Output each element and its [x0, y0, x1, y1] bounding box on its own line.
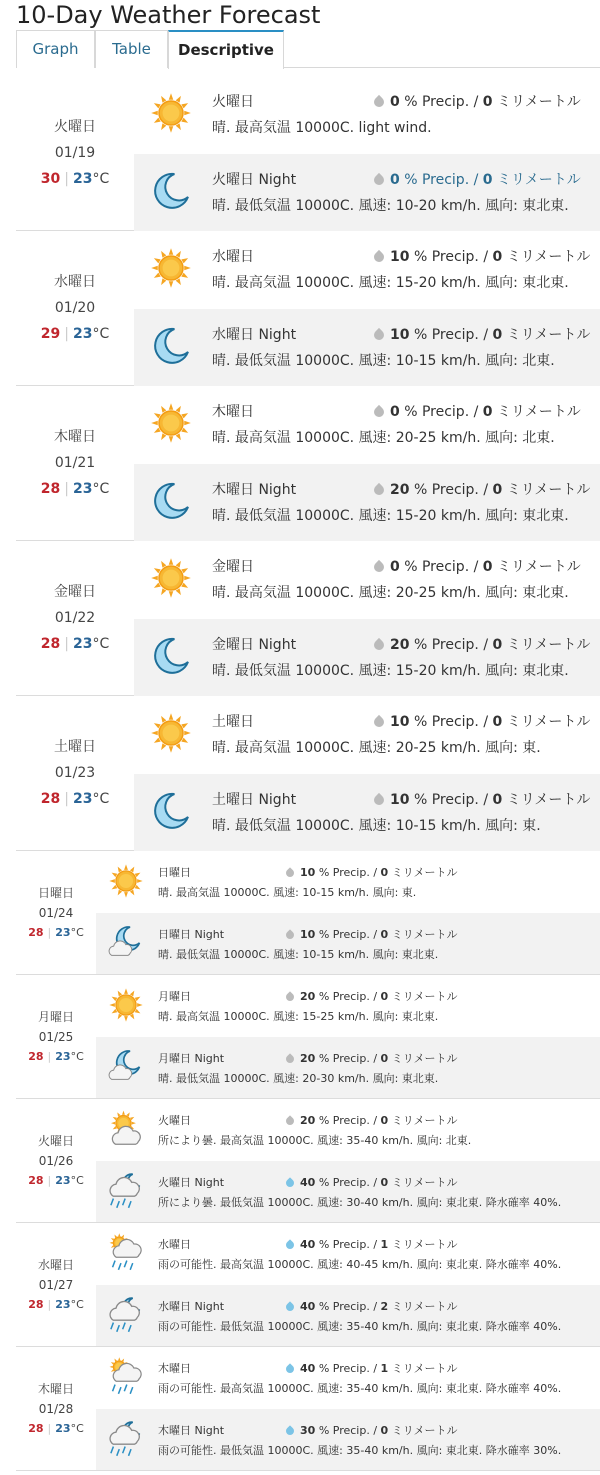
precip-amount: 0	[380, 1114, 389, 1127]
raindrop-icon	[284, 929, 295, 940]
temp-unit: °C	[92, 636, 110, 652]
period-description: 晴. 最高気温 10000C. 風速: 20-25 km/h. 風向: 北東.	[212, 430, 555, 446]
temp-unit: °C	[92, 791, 110, 807]
forecast-day	[16, 231, 600, 386]
temp-unit: °C	[70, 925, 84, 939]
forecast-day	[16, 696, 600, 851]
precip-unit: ミリメートル	[391, 928, 458, 941]
day-date: 01/19	[54, 145, 96, 161]
sun-icon	[105, 860, 147, 902]
day-period	[96, 1099, 600, 1160]
raindrop-icon	[284, 1239, 295, 1250]
precip-percent: 40	[300, 1362, 316, 1375]
period-description: 晴. 最高気温 10000C. light wind.	[212, 120, 432, 136]
day-period	[134, 386, 600, 463]
precip-label: % Precip. /	[318, 1300, 378, 1313]
period-description: 晴. 最低気温 10000C. 風速: 10-15 km/h. 風向: 東.	[212, 818, 541, 834]
precip-amount: 1	[380, 1238, 389, 1251]
low-temp: 23	[72, 481, 93, 497]
precip-label: % Precip. /	[318, 866, 378, 879]
precip-label: % Precip. /	[318, 928, 378, 941]
precip-unit: ミリメートル	[391, 866, 458, 879]
high-temp: 28	[40, 636, 61, 652]
precip-info	[374, 479, 590, 499]
precip-percent: 20	[390, 637, 410, 653]
forecast-day	[16, 541, 600, 696]
period-name: 火曜日 Night	[212, 172, 297, 188]
page-title: 10-Day Weather Forecast	[16, 1, 321, 29]
period-description: 所により曇. 最高気温 10000C. 風速: 35-40 km/h. 風向: 北東.	[158, 1134, 472, 1147]
low-temp: 23	[55, 1297, 71, 1311]
day-summary	[16, 1099, 96, 1222]
forecast-day	[16, 386, 600, 541]
precip-unit: ミリメートル	[496, 94, 581, 110]
precip-label: % Precip. /	[318, 1424, 378, 1437]
moon-icon	[146, 786, 196, 836]
raindrop-icon	[284, 867, 295, 878]
precip-info	[374, 401, 581, 421]
precip-percent: 20	[300, 1114, 316, 1127]
forecast-day	[16, 1347, 600, 1471]
day-period	[134, 231, 600, 308]
precip-unit: ミリメートル	[506, 327, 591, 343]
precip-unit: ミリメートル	[506, 249, 591, 265]
precip-label: % Precip. /	[404, 404, 479, 420]
precip-amount: 1	[380, 1362, 389, 1375]
sun-icon	[146, 553, 196, 603]
high-temp: 28	[28, 1049, 44, 1063]
day-name: 木曜日	[54, 429, 96, 445]
precip-label: % Precip. /	[413, 792, 489, 808]
night-period	[134, 154, 600, 231]
day-summary	[16, 386, 134, 540]
day-date: 01/22	[54, 610, 96, 626]
period-name: 木曜日 Night	[158, 1424, 225, 1437]
precip-amount: 0	[380, 990, 389, 1003]
precip-amount: 0	[492, 327, 503, 343]
precip-unit: ミリメートル	[391, 1176, 458, 1189]
sun-icon	[105, 984, 147, 1026]
precip-unit: ミリメートル	[391, 1424, 458, 1437]
raindrop-icon	[284, 1115, 295, 1126]
precip-unit: ミリメートル	[506, 714, 591, 730]
day-date: 01/26	[38, 1153, 74, 1168]
precip-amount: 0	[380, 928, 389, 941]
precip-label: % Precip. /	[404, 172, 479, 188]
low-temp: 23	[55, 925, 71, 939]
precip-percent: 40	[300, 1238, 316, 1251]
night-period	[96, 1409, 600, 1470]
temp-separator: |	[47, 1173, 52, 1187]
temp-unit: °C	[92, 171, 110, 187]
precip-label: % Precip. /	[413, 714, 489, 730]
day-period	[134, 76, 600, 153]
precip-amount: 0	[492, 714, 503, 730]
high-temp: 28	[28, 1297, 44, 1311]
moon-rain-icon	[105, 1170, 147, 1212]
temp-range	[16, 786, 134, 812]
precip-info	[374, 246, 590, 266]
night-period	[134, 774, 600, 851]
precip-percent: 0	[390, 94, 400, 110]
precip-unit: ミリメートル	[391, 1052, 458, 1065]
precip-amount: 0	[482, 559, 493, 575]
forecast-day	[16, 975, 600, 1099]
period-description: 雨の可能性. 最高気温 10000C. 風速: 40-45 km/h. 風向: 東北東. 降水確率 40%.	[158, 1258, 562, 1271]
day-name: 木曜日	[37, 1381, 74, 1396]
period-description: 晴. 最低気温 10000C. 風速: 10-20 km/h. 風向: 東北東.	[212, 198, 569, 214]
day-name: 日曜日	[37, 885, 74, 900]
night-period	[96, 913, 600, 974]
precip-percent: 0	[390, 404, 400, 420]
high-temp: 28	[40, 791, 61, 807]
day-summary	[16, 541, 134, 695]
moon-icon	[146, 321, 196, 371]
raindrop-icon	[372, 328, 386, 342]
period-description: 所により曇. 最低気温 10000C. 風速: 30-40 km/h. 風向: 東北東. 降水確率 40%.	[158, 1196, 562, 1209]
precip-info	[374, 91, 581, 111]
precip-label: % Precip. /	[318, 1176, 378, 1189]
period-name: 水曜日	[158, 1238, 191, 1251]
tab-table[interactable]: Table	[95, 30, 168, 68]
precip-percent: 10	[300, 866, 316, 879]
day-period	[134, 696, 600, 773]
sun-icon	[146, 243, 196, 293]
temp-separator: |	[64, 171, 69, 187]
precip-info	[374, 324, 590, 344]
precip-info	[374, 711, 590, 731]
precip-info	[286, 1112, 457, 1128]
night-period	[134, 619, 600, 696]
precip-label: % Precip. /	[318, 1362, 378, 1375]
precip-unit: ミリメートル	[391, 1114, 458, 1127]
temp-unit: °C	[70, 1297, 84, 1311]
raindrop-icon	[284, 1177, 295, 1188]
high-temp: 28	[40, 481, 61, 497]
low-temp: 23	[72, 636, 93, 652]
precip-percent: 10	[390, 249, 410, 265]
precip-percent: 40	[300, 1300, 316, 1313]
day-summary	[16, 1347, 96, 1470]
night-period	[96, 1037, 600, 1098]
precip-percent: 10	[300, 928, 316, 941]
precip-unit: ミリメートル	[506, 637, 591, 653]
period-description: 晴. 最低気温 10000C. 風速: 15-20 km/h. 風向: 東北東.	[212, 508, 569, 524]
forecast-day	[16, 76, 600, 231]
temp-separator: |	[64, 791, 69, 807]
forecast-day	[16, 1099, 600, 1223]
precip-amount: 0	[380, 866, 389, 879]
precip-unit: ミリメートル	[391, 1238, 458, 1251]
period-description: 晴. 最低気温 10000C. 風速: 15-20 km/h. 風向: 東北東.	[212, 663, 569, 679]
day-date: 01/25	[38, 1029, 74, 1044]
period-description: 晴. 最低気温 10000C. 風速: 10-15 km/h. 風向: 東北東.	[158, 948, 439, 961]
precip-info	[286, 1298, 457, 1314]
low-temp: 23	[55, 1049, 71, 1063]
sun-cloud-icon	[105, 1108, 147, 1150]
period-description: 雨の可能性. 最高気温 10000C. 風速: 35-40 km/h. 風向: 東北東. 降水確率 40%.	[158, 1382, 562, 1395]
raindrop-icon	[372, 715, 386, 729]
raindrop-icon	[284, 1425, 295, 1436]
period-description: 晴. 最高気温 10000C. 風速: 15-25 km/h. 風向: 東北東.	[158, 1010, 439, 1023]
day-date: 01/20	[54, 300, 96, 316]
temp-unit: °C	[70, 1421, 84, 1435]
tab-graph[interactable]: Graph	[16, 30, 95, 68]
raindrop-icon	[284, 1301, 295, 1312]
precip-label: % Precip. /	[404, 559, 479, 575]
precip-label: % Precip. /	[413, 482, 489, 498]
low-temp: 23	[72, 326, 93, 342]
day-name: 火曜日	[54, 119, 96, 135]
precip-info	[374, 634, 590, 654]
temp-range	[16, 1047, 96, 1067]
raindrop-icon	[284, 1363, 295, 1374]
precip-percent: 0	[390, 172, 400, 188]
raindrop-icon	[372, 483, 386, 497]
night-period	[134, 309, 600, 386]
sun-icon	[146, 398, 196, 448]
high-temp: 30	[40, 171, 61, 187]
period-name: 木曜日 Night	[212, 482, 297, 498]
day-name: 金曜日	[54, 584, 96, 600]
period-name: 水曜日 Night	[158, 1300, 225, 1313]
precip-percent: 20	[390, 482, 410, 498]
period-description: 雨の可能性. 最低気温 10000C. 風速: 35-40 km/h. 風向: 東北東. 降水確率 40%.	[158, 1320, 562, 1333]
raindrop-icon	[372, 405, 386, 419]
period-name: 土曜日 Night	[212, 792, 297, 808]
temp-range	[16, 1419, 96, 1439]
precip-amount: 0	[380, 1052, 389, 1065]
day-date: 01/28	[38, 1401, 74, 1416]
day-name: 水曜日	[54, 274, 96, 290]
temp-range	[16, 1171, 96, 1191]
day-summary	[16, 231, 134, 385]
precip-info	[374, 789, 590, 809]
raindrop-icon	[372, 560, 386, 574]
precip-amount: 0	[482, 172, 493, 188]
raindrop-icon	[372, 95, 386, 109]
period-name: 火曜日	[158, 1114, 191, 1127]
precip-info	[286, 926, 457, 942]
temp-separator: |	[64, 326, 69, 342]
precip-amount: 0	[492, 792, 503, 808]
precip-info	[286, 1422, 457, 1438]
raindrop-icon	[372, 638, 386, 652]
precip-info	[286, 1174, 457, 1190]
precip-label: % Precip. /	[318, 1238, 378, 1251]
precip-info	[286, 1360, 457, 1376]
period-description: 晴. 最低気温 10000C. 風速: 10-15 km/h. 風向: 北東.	[212, 353, 555, 369]
temp-separator: |	[47, 1421, 52, 1435]
forecast-day	[16, 1223, 600, 1347]
period-name: 木曜日	[158, 1362, 191, 1375]
precip-amount: 0	[380, 1176, 389, 1189]
temp-unit: °C	[70, 1173, 84, 1187]
sun-icon	[146, 88, 196, 138]
period-name: 火曜日	[212, 94, 254, 110]
moon-icon	[146, 631, 196, 681]
day-summary	[16, 1223, 96, 1346]
night-period	[134, 464, 600, 541]
day-summary	[16, 851, 96, 974]
temp-separator: |	[64, 481, 69, 497]
high-temp: 29	[40, 326, 61, 342]
day-date: 01/24	[38, 905, 74, 920]
day-name: 月曜日	[37, 1009, 74, 1024]
precip-unit: ミリメートル	[496, 404, 581, 420]
day-date: 01/21	[54, 455, 96, 471]
day-summary	[16, 76, 134, 230]
precip-amount: 0	[492, 249, 503, 265]
temp-range	[16, 631, 134, 657]
day-period	[96, 851, 600, 912]
day-date: 01/23	[54, 765, 96, 781]
period-description: 晴. 最高気温 10000C. 風速: 20-25 km/h. 風向: 東.	[212, 740, 541, 756]
precip-label: % Precip. /	[318, 990, 378, 1003]
day-summary	[16, 975, 96, 1098]
temp-separator: |	[47, 925, 52, 939]
precip-info	[286, 1236, 457, 1252]
temp-range	[16, 1295, 96, 1315]
temp-range	[16, 476, 134, 502]
tab-descriptive[interactable]: Descriptive	[168, 30, 284, 69]
low-temp: 23	[72, 171, 93, 187]
precip-unit: ミリメートル	[391, 1362, 458, 1375]
day-name: 土曜日	[54, 739, 96, 755]
precip-amount: 2	[380, 1300, 389, 1313]
precip-label: % Precip. /	[318, 1052, 378, 1065]
day-name: 水曜日	[37, 1257, 74, 1272]
period-description: 晴. 最高気温 10000C. 風速: 20-25 km/h. 風向: 東北東.	[212, 585, 569, 601]
precip-unit: ミリメートル	[506, 792, 591, 808]
precip-amount: 0	[492, 482, 503, 498]
day-period	[96, 975, 600, 1036]
temp-unit: °C	[70, 1049, 84, 1063]
temp-separator: |	[64, 636, 69, 652]
precip-info	[286, 864, 457, 880]
precip-percent: 20	[300, 990, 316, 1003]
tab-bar	[16, 30, 600, 68]
precip-percent: 10	[390, 792, 410, 808]
raindrop-icon	[372, 793, 386, 807]
period-name: 水曜日 Night	[212, 327, 297, 343]
night-period	[96, 1161, 600, 1222]
precip-label: % Precip. /	[413, 327, 489, 343]
period-description: 晴. 最高気温 10000C. 風速: 15-20 km/h. 風向: 東北東.	[212, 275, 569, 291]
day-summary	[16, 696, 134, 850]
precip-percent: 10	[390, 327, 410, 343]
period-description: 晴. 最高気温 10000C. 風速: 10-15 km/h. 風向: 東.	[158, 886, 417, 899]
day-name: 火曜日	[37, 1133, 74, 1148]
period-name: 木曜日	[212, 404, 254, 420]
period-name: 日曜日 Night	[158, 928, 225, 941]
precip-unit: ミリメートル	[391, 1300, 458, 1313]
high-temp: 28	[28, 1173, 44, 1187]
precip-amount: 0	[492, 637, 503, 653]
moon-icon	[146, 476, 196, 526]
night-period	[96, 1285, 600, 1346]
temp-range	[16, 923, 96, 943]
raindrop-icon	[284, 991, 295, 1002]
precip-percent: 10	[390, 714, 410, 730]
day-period	[96, 1223, 600, 1284]
sun-icon	[146, 708, 196, 758]
precip-unit: ミリメートル	[496, 559, 581, 575]
temp-unit: °C	[92, 326, 110, 342]
temp-range	[16, 321, 134, 347]
forecast-day	[16, 851, 600, 975]
moon-rain-icon	[105, 1294, 147, 1336]
raindrop-icon	[284, 1053, 295, 1064]
precip-percent: 40	[300, 1176, 316, 1189]
precip-amount: 0	[482, 404, 493, 420]
temp-separator: |	[47, 1049, 52, 1063]
precip-info	[374, 556, 581, 576]
precip-unit: ミリメートル	[496, 172, 581, 188]
precip-info	[374, 169, 581, 189]
raindrop-icon	[372, 173, 386, 187]
period-name: 火曜日 Night	[158, 1176, 225, 1189]
day-date: 01/27	[38, 1277, 74, 1292]
period-name: 土曜日	[212, 714, 254, 730]
moon-cloud-icon	[105, 922, 147, 964]
day-period	[134, 541, 600, 618]
precip-unit: ミリメートル	[506, 482, 591, 498]
precip-percent: 30	[300, 1424, 316, 1437]
precip-unit: ミリメートル	[391, 990, 458, 1003]
low-temp: 23	[55, 1421, 71, 1435]
period-name: 金曜日 Night	[212, 637, 297, 653]
period-description: 晴. 最低気温 10000C. 風速: 20-30 km/h. 風向: 東北東.	[158, 1072, 439, 1085]
precip-amount: 0	[482, 94, 493, 110]
precip-percent: 20	[300, 1052, 316, 1065]
moon-cloud-icon	[105, 1046, 147, 1088]
temp-unit: °C	[92, 481, 110, 497]
temp-range	[16, 166, 134, 192]
period-description: 雨の可能性. 最低気温 10000C. 風速: 35-40 km/h. 風向: 東北東. 降水確率 30%.	[158, 1444, 562, 1457]
raindrop-icon	[372, 250, 386, 264]
precip-label: % Precip. /	[413, 249, 489, 265]
precip-info	[286, 988, 457, 1004]
high-temp: 28	[28, 1421, 44, 1435]
precip-percent: 0	[390, 559, 400, 575]
low-temp: 23	[55, 1173, 71, 1187]
moon-icon	[146, 166, 196, 216]
sun-rain-icon	[105, 1232, 147, 1274]
period-name: 金曜日	[212, 559, 254, 575]
sun-rain-icon	[105, 1356, 147, 1398]
precip-info	[286, 1050, 457, 1066]
low-temp: 23	[72, 791, 93, 807]
precip-label: % Precip. /	[404, 94, 479, 110]
day-period	[96, 1347, 600, 1408]
moon-rain-icon	[105, 1418, 147, 1460]
period-name: 水曜日	[212, 249, 254, 265]
period-name: 日曜日	[158, 866, 191, 879]
precip-label: % Precip. /	[318, 1114, 378, 1127]
temp-separator: |	[47, 1297, 52, 1311]
forecast-list	[16, 76, 600, 1471]
period-name: 月曜日 Night	[158, 1052, 225, 1065]
high-temp: 28	[28, 925, 44, 939]
precip-amount: 0	[380, 1424, 389, 1437]
precip-label: % Precip. /	[413, 637, 489, 653]
period-name: 月曜日	[158, 990, 191, 1003]
